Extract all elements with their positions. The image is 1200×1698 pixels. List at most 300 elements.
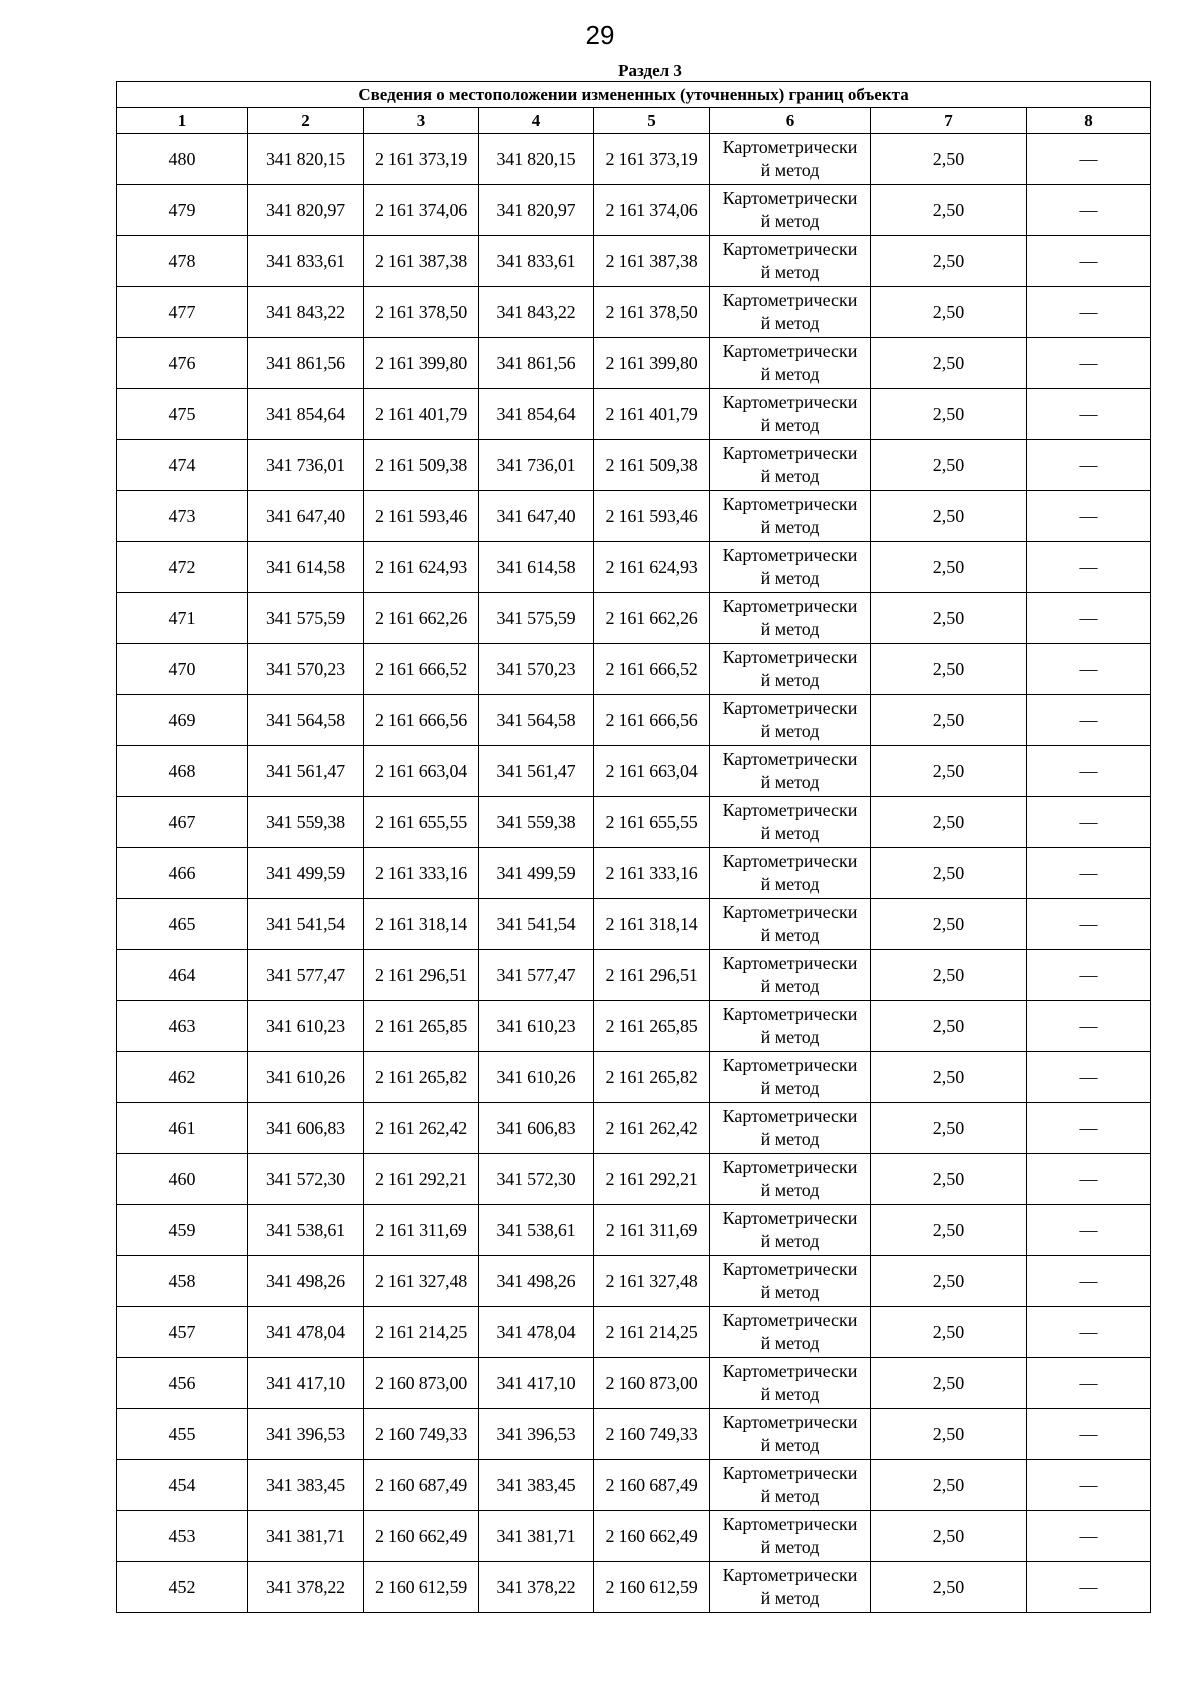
description-cell: — — [1027, 287, 1151, 338]
method-line-1: Картометрически — [722, 494, 858, 514]
description-cell: — — [1027, 389, 1151, 440]
point-number-cell: 452 — [117, 1562, 248, 1613]
y-existing-cell: 2 160 687,49 — [364, 1460, 479, 1511]
accuracy-cell: 2,50 — [871, 746, 1027, 797]
x-existing-cell: 341 854,64 — [248, 389, 364, 440]
table-row — [117, 542, 1151, 593]
y-new-cell: 2 161 666,52 — [594, 644, 710, 695]
method-cell — [710, 1409, 871, 1460]
y-existing-cell: 2 161 265,82 — [364, 1052, 479, 1103]
y-existing-cell: 2 161 327,48 — [364, 1256, 479, 1307]
x-existing-cell: 341 559,38 — [248, 797, 364, 848]
description-cell: — — [1027, 1409, 1151, 1460]
x-new-cell: 341 381,71 — [479, 1511, 594, 1562]
method-line-2: й метод — [760, 517, 820, 537]
accuracy-cell: 2,50 — [871, 593, 1027, 644]
y-existing-cell: 2 161 318,14 — [364, 899, 479, 950]
table-row — [117, 236, 1151, 287]
y-existing-cell: 2 161 666,56 — [364, 695, 479, 746]
y-new-cell: 2 161 624,93 — [594, 542, 710, 593]
method-line-2: й метод — [760, 874, 820, 894]
accuracy-cell: 2,50 — [871, 491, 1027, 542]
accuracy-cell: 2,50 — [871, 389, 1027, 440]
method-cell — [710, 899, 871, 950]
method-cell — [710, 848, 871, 899]
point-number-cell: 472 — [117, 542, 248, 593]
table-row — [117, 1001, 1151, 1052]
table-row — [117, 1205, 1151, 1256]
description-cell: — — [1027, 644, 1151, 695]
method-cell — [710, 1562, 871, 1613]
x-new-cell: 341 499,59 — [479, 848, 594, 899]
method-cell — [710, 1154, 871, 1205]
method-line-2: й метод — [760, 1282, 820, 1302]
method-line-1: Картометрически — [722, 596, 858, 616]
method-cell — [710, 236, 871, 287]
x-new-cell: 341 378,22 — [479, 1562, 594, 1613]
method-line-1: Картометрически — [722, 1106, 858, 1126]
table-row — [117, 695, 1151, 746]
method-line-1: Картометрически — [722, 800, 858, 820]
column-header-4: 4 — [479, 108, 594, 134]
method-line-2: й метод — [760, 721, 820, 741]
method-line-2: й метод — [760, 1027, 820, 1047]
method-line-2: й метод — [760, 466, 820, 486]
point-number-cell: 475 — [117, 389, 248, 440]
table-row — [117, 389, 1151, 440]
section-title: Раздел 3 — [618, 61, 682, 80]
method-line-2: й метод — [760, 415, 820, 435]
y-existing-cell: 2 161 378,50 — [364, 287, 479, 338]
description-cell: — — [1027, 1052, 1151, 1103]
method-line-1: Картометрически — [722, 1004, 858, 1024]
method-cell — [710, 389, 871, 440]
y-new-cell: 2 161 655,55 — [594, 797, 710, 848]
point-number-cell: 456 — [117, 1358, 248, 1409]
description-cell: — — [1027, 338, 1151, 389]
x-existing-cell: 341 570,23 — [248, 644, 364, 695]
point-number-cell: 476 — [117, 338, 248, 389]
accuracy-cell: 2,50 — [871, 644, 1027, 695]
method-line-2: й метод — [760, 1384, 820, 1404]
method-line-1: Картометрически — [722, 545, 858, 565]
x-new-cell: 341 843,22 — [479, 287, 594, 338]
column-header-2: 2 — [248, 108, 364, 134]
y-existing-cell: 2 161 624,93 — [364, 542, 479, 593]
y-new-cell: 2 161 265,85 — [594, 1001, 710, 1052]
y-new-cell: 2 161 401,79 — [594, 389, 710, 440]
x-new-cell: 341 610,26 — [479, 1052, 594, 1103]
description-cell: — — [1027, 1307, 1151, 1358]
x-new-cell: 341 861,56 — [479, 338, 594, 389]
description-cell: — — [1027, 542, 1151, 593]
method-cell — [710, 134, 871, 185]
method-line-2: й метод — [760, 1231, 820, 1251]
method-line-1: Картометрически — [722, 647, 858, 667]
y-existing-cell: 2 161 296,51 — [364, 950, 479, 1001]
x-new-cell: 341 478,04 — [479, 1307, 594, 1358]
table-row — [117, 644, 1151, 695]
method-cell — [710, 1052, 871, 1103]
point-number-cell: 473 — [117, 491, 248, 542]
y-new-cell: 2 161 292,21 — [594, 1154, 710, 1205]
column-header-7: 7 — [871, 108, 1027, 134]
y-existing-cell: 2 161 509,38 — [364, 440, 479, 491]
accuracy-cell: 2,50 — [871, 1052, 1027, 1103]
y-existing-cell: 2 161 662,26 — [364, 593, 479, 644]
y-new-cell: 2 161 399,80 — [594, 338, 710, 389]
method-line-1: Картометрически — [722, 749, 858, 769]
x-existing-cell: 341 610,26 — [248, 1052, 364, 1103]
method-line-1: Картометрически — [722, 953, 858, 973]
method-cell — [710, 1511, 871, 1562]
y-new-cell: 2 160 749,33 — [594, 1409, 710, 1460]
column-header-1: 1 — [117, 108, 248, 134]
x-new-cell: 341 561,47 — [479, 746, 594, 797]
method-line-1: Картометрически — [722, 341, 858, 361]
column-header-3: 3 — [364, 108, 479, 134]
y-new-cell: 2 161 214,25 — [594, 1307, 710, 1358]
method-line-2: й метод — [760, 619, 820, 639]
method-line-1: Картометрически — [722, 1514, 858, 1534]
description-cell: — — [1027, 1205, 1151, 1256]
x-existing-cell: 341 572,30 — [248, 1154, 364, 1205]
description-cell: — — [1027, 848, 1151, 899]
y-new-cell: 2 161 311,69 — [594, 1205, 710, 1256]
x-existing-cell: 341 614,58 — [248, 542, 364, 593]
x-new-cell: 341 417,10 — [479, 1358, 594, 1409]
method-line-1: Картометрически — [722, 1565, 858, 1585]
table-row — [117, 848, 1151, 899]
method-cell — [710, 185, 871, 236]
y-existing-cell: 2 160 612,59 — [364, 1562, 479, 1613]
y-new-cell: 2 161 318,14 — [594, 899, 710, 950]
method-line-1: Картометрически — [722, 137, 858, 157]
point-number-cell: 458 — [117, 1256, 248, 1307]
accuracy-cell: 2,50 — [871, 1409, 1027, 1460]
table-row — [117, 1409, 1151, 1460]
y-existing-cell: 2 161 387,38 — [364, 236, 479, 287]
x-new-cell: 341 606,83 — [479, 1103, 594, 1154]
method-line-1: Картометрически — [722, 1361, 858, 1381]
table-row — [117, 287, 1151, 338]
point-number-cell: 462 — [117, 1052, 248, 1103]
y-existing-cell: 2 161 593,46 — [364, 491, 479, 542]
accuracy-cell: 2,50 — [871, 287, 1027, 338]
y-existing-cell: 2 161 374,06 — [364, 185, 479, 236]
point-number-cell: 460 — [117, 1154, 248, 1205]
method-line-2: й метод — [760, 1129, 820, 1149]
y-new-cell: 2 161 663,04 — [594, 746, 710, 797]
method-line-2: й метод — [760, 364, 820, 384]
point-number-cell: 459 — [117, 1205, 248, 1256]
method-line-1: Картометрически — [722, 443, 858, 463]
y-existing-cell: 2 160 749,33 — [364, 1409, 479, 1460]
method-line-2: й метод — [760, 1537, 820, 1557]
table-body — [117, 134, 1151, 1613]
method-line-2: й метод — [760, 976, 820, 996]
y-new-cell: 2 160 687,49 — [594, 1460, 710, 1511]
table-row — [117, 1154, 1151, 1205]
method-cell — [710, 950, 871, 1001]
x-new-cell: 341 577,47 — [479, 950, 594, 1001]
method-cell — [710, 1358, 871, 1409]
y-existing-cell: 2 161 655,55 — [364, 797, 479, 848]
y-existing-cell: 2 161 666,52 — [364, 644, 479, 695]
y-existing-cell: 2 161 399,80 — [364, 338, 479, 389]
column-header-8: 8 — [1027, 108, 1151, 134]
y-new-cell: 2 161 373,19 — [594, 134, 710, 185]
y-existing-cell: 2 161 401,79 — [364, 389, 479, 440]
x-existing-cell: 341 564,58 — [248, 695, 364, 746]
y-new-cell: 2 161 262,42 — [594, 1103, 710, 1154]
y-new-cell: 2 161 387,38 — [594, 236, 710, 287]
x-existing-cell: 341 561,47 — [248, 746, 364, 797]
description-cell: — — [1027, 1511, 1151, 1562]
description-cell: — — [1027, 797, 1151, 848]
method-line-1: Картометрически — [722, 290, 858, 310]
method-line-1: Картометрически — [722, 1157, 858, 1177]
x-new-cell: 341 833,61 — [479, 236, 594, 287]
method-cell — [710, 1256, 871, 1307]
method-line-1: Картометрически — [722, 1055, 858, 1075]
x-new-cell: 341 736,01 — [479, 440, 594, 491]
description-cell: — — [1027, 1460, 1151, 1511]
x-existing-cell: 341 610,23 — [248, 1001, 364, 1052]
point-number-cell: 467 — [117, 797, 248, 848]
description-cell: — — [1027, 950, 1151, 1001]
x-new-cell: 341 498,26 — [479, 1256, 594, 1307]
point-number-cell: 464 — [117, 950, 248, 1001]
y-new-cell: 2 160 873,00 — [594, 1358, 710, 1409]
x-existing-cell: 341 383,45 — [248, 1460, 364, 1511]
x-new-cell: 341 564,58 — [479, 695, 594, 746]
method-cell — [710, 695, 871, 746]
method-cell — [710, 1205, 871, 1256]
accuracy-cell: 2,50 — [871, 695, 1027, 746]
table-row — [117, 797, 1151, 848]
description-cell: — — [1027, 899, 1151, 950]
x-new-cell: 341 647,40 — [479, 491, 594, 542]
x-existing-cell: 341 381,71 — [248, 1511, 364, 1562]
method-cell — [710, 797, 871, 848]
column-header-5: 5 — [594, 108, 710, 134]
method-line-1: Картометрически — [722, 851, 858, 871]
point-number-cell: 466 — [117, 848, 248, 899]
y-new-cell: 2 161 265,82 — [594, 1052, 710, 1103]
x-new-cell: 341 575,59 — [479, 593, 594, 644]
accuracy-cell: 2,50 — [871, 1562, 1027, 1613]
table-row — [117, 440, 1151, 491]
table-row — [117, 899, 1151, 950]
method-line-2: й метод — [760, 1435, 820, 1455]
table-row — [117, 338, 1151, 389]
accuracy-cell: 2,50 — [871, 1001, 1027, 1052]
table-row — [117, 1052, 1151, 1103]
accuracy-cell: 2,50 — [871, 797, 1027, 848]
x-new-cell: 341 854,64 — [479, 389, 594, 440]
column-header-6: 6 — [710, 108, 871, 134]
description-cell: — — [1027, 1358, 1151, 1409]
description-cell: — — [1027, 185, 1151, 236]
method-line-2: й метод — [760, 670, 820, 690]
x-existing-cell: 341 861,56 — [248, 338, 364, 389]
point-number-cell: 479 — [117, 185, 248, 236]
y-new-cell: 2 161 662,26 — [594, 593, 710, 644]
method-line-2: й метод — [760, 262, 820, 282]
table-row — [117, 1460, 1151, 1511]
description-cell: — — [1027, 440, 1151, 491]
method-cell — [710, 593, 871, 644]
description-cell: — — [1027, 1001, 1151, 1052]
description-cell: — — [1027, 1103, 1151, 1154]
method-line-1: Картометрически — [722, 1412, 858, 1432]
y-existing-cell: 2 161 265,85 — [364, 1001, 479, 1052]
x-existing-cell: 341 498,26 — [248, 1256, 364, 1307]
x-existing-cell: 341 575,59 — [248, 593, 364, 644]
x-existing-cell: 341 820,15 — [248, 134, 364, 185]
x-existing-cell: 341 606,83 — [248, 1103, 364, 1154]
table-row — [117, 134, 1151, 185]
x-new-cell: 341 614,58 — [479, 542, 594, 593]
accuracy-cell: 2,50 — [871, 1256, 1027, 1307]
point-number-cell: 461 — [117, 1103, 248, 1154]
x-existing-cell: 341 647,40 — [248, 491, 364, 542]
y-existing-cell: 2 161 333,16 — [364, 848, 479, 899]
y-new-cell: 2 161 509,38 — [594, 440, 710, 491]
method-line-1: Картометрически — [722, 188, 858, 208]
table-caption: Сведения о местоположении измененных (уточненных) границ объекта — [117, 82, 1151, 108]
method-line-2: й метод — [760, 160, 820, 180]
accuracy-cell: 2,50 — [871, 1511, 1027, 1562]
y-new-cell: 2 161 374,06 — [594, 185, 710, 236]
method-line-2: й метод — [760, 211, 820, 231]
x-existing-cell: 341 417,10 — [248, 1358, 364, 1409]
y-existing-cell: 2 161 262,42 — [364, 1103, 479, 1154]
method-line-2: й метод — [760, 1486, 820, 1506]
x-existing-cell: 341 538,61 — [248, 1205, 364, 1256]
y-existing-cell: 2 160 662,49 — [364, 1511, 479, 1562]
point-number-cell: 465 — [117, 899, 248, 950]
x-new-cell: 341 541,54 — [479, 899, 594, 950]
table-row — [117, 950, 1151, 1001]
description-cell: — — [1027, 1256, 1151, 1307]
method-line-1: Картометрически — [722, 239, 858, 259]
y-existing-cell: 2 161 292,21 — [364, 1154, 479, 1205]
y-new-cell: 2 160 662,49 — [594, 1511, 710, 1562]
method-line-2: й метод — [760, 1588, 820, 1608]
table-row — [117, 746, 1151, 797]
x-new-cell: 341 383,45 — [479, 1460, 594, 1511]
y-existing-cell: 2 161 663,04 — [364, 746, 479, 797]
x-existing-cell: 341 820,97 — [248, 185, 364, 236]
x-existing-cell: 341 843,22 — [248, 287, 364, 338]
description-cell: — — [1027, 236, 1151, 287]
accuracy-cell: 2,50 — [871, 848, 1027, 899]
method-line-1: Картометрически — [722, 1259, 858, 1279]
method-cell — [710, 440, 871, 491]
method-line-2: й метод — [760, 1333, 820, 1353]
method-cell — [710, 338, 871, 389]
method-line-2: й метод — [760, 1180, 820, 1200]
point-number-cell: 463 — [117, 1001, 248, 1052]
point-number-cell: 471 — [117, 593, 248, 644]
table-row — [117, 1562, 1151, 1613]
y-existing-cell: 2 160 873,00 — [364, 1358, 479, 1409]
x-new-cell: 341 610,23 — [479, 1001, 594, 1052]
x-existing-cell: 341 478,04 — [248, 1307, 364, 1358]
column-header-row — [117, 108, 1151, 134]
y-existing-cell: 2 161 373,19 — [364, 134, 479, 185]
method-line-1: Картометрически — [722, 698, 858, 718]
x-new-cell: 341 570,23 — [479, 644, 594, 695]
method-cell — [710, 1001, 871, 1052]
y-new-cell: 2 161 327,48 — [594, 1256, 710, 1307]
accuracy-cell: 2,50 — [871, 1358, 1027, 1409]
accuracy-cell: 2,50 — [871, 236, 1027, 287]
method-line-2: й метод — [760, 313, 820, 333]
y-new-cell: 2 161 378,50 — [594, 287, 710, 338]
y-new-cell: 2 161 296,51 — [594, 950, 710, 1001]
y-new-cell: 2 161 666,56 — [594, 695, 710, 746]
table-row — [117, 1511, 1151, 1562]
table-row — [117, 1103, 1151, 1154]
accuracy-cell: 2,50 — [871, 185, 1027, 236]
x-existing-cell: 341 541,54 — [248, 899, 364, 950]
x-new-cell: 341 396,53 — [479, 1409, 594, 1460]
point-number-cell: 454 — [117, 1460, 248, 1511]
method-cell — [710, 287, 871, 338]
method-cell — [710, 1103, 871, 1154]
description-cell: — — [1027, 593, 1151, 644]
description-cell: — — [1027, 134, 1151, 185]
x-new-cell: 341 820,15 — [479, 134, 594, 185]
method-line-2: й метод — [760, 568, 820, 588]
y-existing-cell: 2 161 311,69 — [364, 1205, 479, 1256]
accuracy-cell: 2,50 — [871, 899, 1027, 950]
table-row — [117, 1307, 1151, 1358]
accuracy-cell: 2,50 — [871, 1103, 1027, 1154]
method-line-1: Картометрически — [722, 1463, 858, 1483]
description-cell: — — [1027, 695, 1151, 746]
method-cell — [710, 542, 871, 593]
point-number-cell: 478 — [117, 236, 248, 287]
accuracy-cell: 2,50 — [871, 440, 1027, 491]
accuracy-cell: 2,50 — [871, 1205, 1027, 1256]
description-cell: — — [1027, 746, 1151, 797]
accuracy-cell: 2,50 — [871, 1460, 1027, 1511]
table-row — [117, 491, 1151, 542]
accuracy-cell: 2,50 — [871, 1154, 1027, 1205]
y-existing-cell: 2 161 214,25 — [364, 1307, 479, 1358]
point-number-cell: 470 — [117, 644, 248, 695]
y-new-cell: 2 161 593,46 — [594, 491, 710, 542]
x-existing-cell: 341 396,53 — [248, 1409, 364, 1460]
x-existing-cell: 341 378,22 — [248, 1562, 364, 1613]
table-row — [117, 593, 1151, 644]
page-number: 29 — [585, 20, 615, 50]
description-cell: — — [1027, 491, 1151, 542]
method-line-2: й метод — [760, 823, 820, 843]
point-number-cell: 477 — [117, 287, 248, 338]
method-line-2: й метод — [760, 1078, 820, 1098]
table-row — [117, 1256, 1151, 1307]
x-new-cell: 341 538,61 — [479, 1205, 594, 1256]
x-existing-cell: 341 499,59 — [248, 848, 364, 899]
description-cell: — — [1027, 1562, 1151, 1613]
method-line-1: Картометрически — [722, 902, 858, 922]
description-cell: — — [1027, 1154, 1151, 1205]
